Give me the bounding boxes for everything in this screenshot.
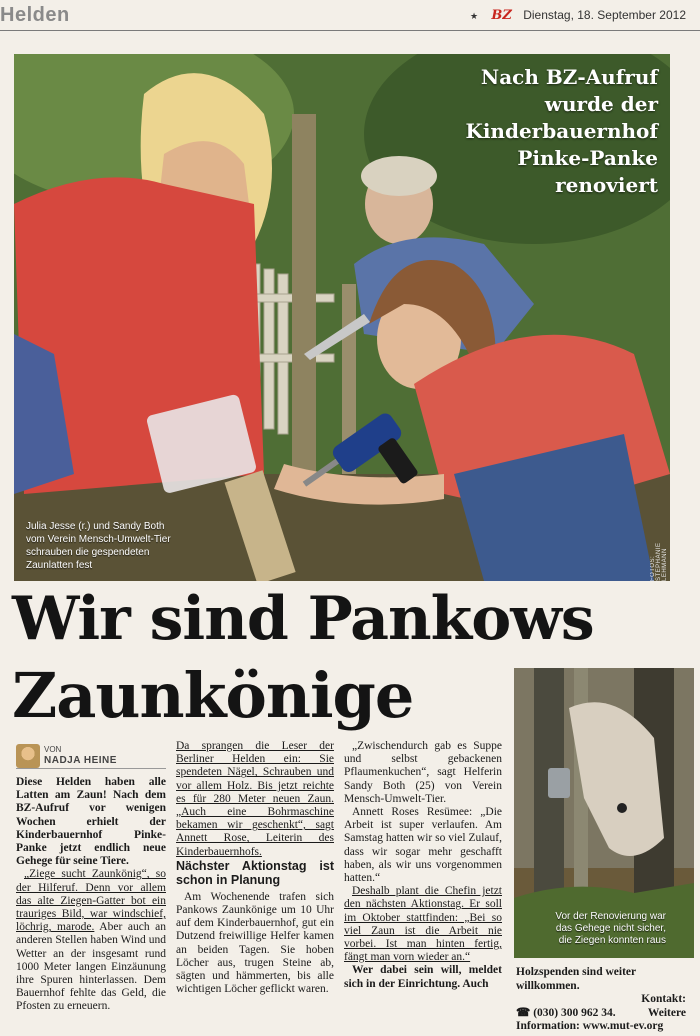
photo-credit: FOTOS: STEPHANIE LEHMANN [650,542,668,581]
info-contact-row [516,993,686,1007]
article-paragraph: Da sprangen die Leser der Berliner Helden ein: Sie spendeten Nägel, Schrauben und vor allem Holz. Bis jetzt reichte es für 280 Meter neuen Zaun. „Auch eine Bohrmaschine bekamen wir geschenkt“, sagt Annett Rose, Leiterin des Kinderbauernhofs. [176,740,334,858]
contact-label: Kontakt: [641,993,686,1005]
info-donation: Holzspenden sind weiter willkommen. [516,966,636,992]
author-name: NADJA HEINE [44,755,117,766]
info-phone-row [516,1007,686,1021]
byline-label: VON [44,745,62,754]
byline [16,744,166,769]
headline-line-2: Zaunkönige [12,659,414,732]
article-lead: Diese Helden haben alle Latten am Zaun! Nach dem BZ-Aufruf vor wenigen Wochen erhielt der Kinderbauernhof Pinke-Panke jetzt endlich neue Gehege für seine Tiere. [16,776,166,868]
kicker-line: renoviert [555,173,658,197]
paper-logo: BZ [491,8,512,23]
caption-line: vom Verein Mensch-Umwelt-Tier [26,534,171,545]
article-column-2 [176,740,334,996]
kicker-line: Kinderbauernhof [465,119,658,143]
side-caption-line: das Gehege nicht sicher, [555,923,666,934]
article-paragraph: Am Wochenende trafen sich Pankows Zaunkönige um 10 Uhr auf dem Kinderbauernhof, gut ein Dutzend freiwillige Helfer kamen an beiden Tagen. Sie hoben Löcher aus, trugen Steine ab, sägten und hämmerten, bis alle wichtigen Löcher geflickt waren. [176,890,334,996]
side-caption-line: die Ziegen konnten raus [558,935,666,946]
kicker-line: wurde der [544,92,658,116]
phone-number: ☎ (030) 300 962 34. [516,1006,616,1019]
section-title: Helden [0,4,70,26]
info-box [516,966,686,1034]
issue-date: Dienstag, 18. September 2012 [523,8,686,22]
article-column-3 [344,740,502,991]
article-column-1 [16,776,166,1014]
caption-line: schrauben die gespendeten [26,547,150,558]
article-paragraph: „Ziege sucht Zaunkönig“, so der Hilferuf. Denn vor allem das alte Ziegen-Gatter bot ein trauriges Bild, war windschief, löchrig, marode. Aber auch an anderen Stellen haben Wind und Wetter an der insgesamt rund 1000 Meter langen Einzäunung ihre Spuren hinterlassen. Dem Bauernhof fehlte das Geld, die Pfosten zu erneuern. [16,868,166,1013]
website: Information: www.mut-ev.org [516,1020,664,1032]
article-paragraph: Deshalb plant die Chefin jetzt den nächsten Aktionstag. Er soll im Oktober stattfinden: „Bei so viel Zaun ist die Arbeit nie vorbei. Ist man hinten fertig, fängt man vorn wieder an.“ [344,885,502,964]
side-caption-line: Vor der Renovierung war [555,911,666,922]
article-paragraph: „Zwischendurch gab es Suppe und selbst gebackenen Pflaumenkuchen“, sagt Helferin Sandy Both (25) von Verein Mensch-Umwelt-Tier. [344,740,502,805]
kicker-line: Pinke-Panke [517,146,658,170]
caption-line: Julia Jesse (r.) und Sandy Both [26,521,165,532]
subheading: Nächster Aktionstag ist schon in Planung [176,858,334,887]
side-photo [514,668,694,958]
photo-caption [26,520,236,572]
header-meta [470,8,686,23]
more-label: Weitere [647,1006,686,1019]
caption-line: Zaunlatten fest [26,560,93,571]
author-avatar [16,744,40,768]
article-paragraph: Annett Roses Resümee: „Die Arbeit ist super verlaufen. Am Samstag hatten wir so viel Zulauf, dass wir sogar mehr geschafft haben, als wir uns vorgenommen hatten.“ [344,806,502,885]
side-photo-caption [518,911,666,947]
kicker-line: Nach BZ-Aufruf [480,65,658,89]
article-paragraph: Wer dabei sein will, meldet sich in der Einrichtung. Auch [344,964,502,990]
star-icon: ★ [469,11,479,21]
photo-kicker [465,64,658,199]
headline-line-1: Wir sind Pankows [12,584,594,654]
page-header [0,0,700,31]
main-photo [14,54,670,581]
